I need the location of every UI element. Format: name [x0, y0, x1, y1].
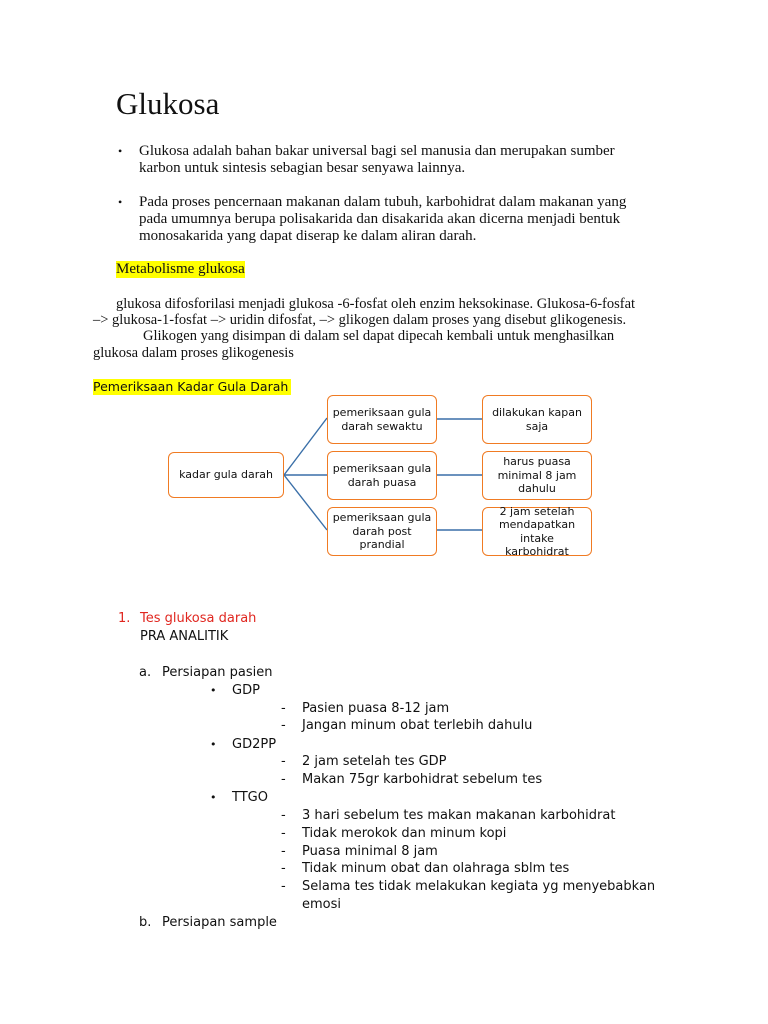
diagram-note-sewaktu: dilakukan kapan saja — [482, 395, 592, 444]
list-item: Tidak minum obat dan olahraga sblm tes — [302, 861, 570, 876]
list-letter-a: a. — [139, 665, 152, 680]
connector-root-to-postprandial — [284, 475, 327, 530]
dash: - — [281, 861, 286, 876]
bullet-dot: • — [210, 738, 217, 751]
list-item: Pasien puasa 8-12 jam — [302, 701, 450, 716]
diagram-test-postprandial: pemeriksaan gula darah post prandial — [327, 507, 437, 556]
diagram-note-puasa: harus puasa minimal 8 jam dahulu — [482, 451, 592, 500]
dash: - — [281, 701, 286, 716]
exam-heading: Pemeriksaan Kadar Gula Darah — [93, 379, 291, 395]
metabolism-heading: Metabolisme glukosa — [116, 261, 245, 277]
dash: - — [281, 879, 286, 894]
list-item: 3 hari sebelum tes makan makanan karbohidrat — [302, 808, 616, 823]
bullet-dot: • — [118, 144, 123, 158]
metabolism-line-4: glukosa dalam proses glikogenesis — [93, 345, 294, 361]
section-subtitle: PRA ANALITIK — [140, 629, 229, 644]
list-item-continuation: emosi — [302, 897, 341, 912]
list-title-b: Persiapan sample — [162, 915, 277, 930]
metabolism-line-3: Glikogen yang disimpan di dalam sel dapat dipecah kembali untuk menghasilkan — [143, 328, 615, 344]
list-item: Selama tes tidak melakukan kegiata yg menyebabkan — [302, 879, 656, 894]
diagram-note-postprandial: 2 jam setelah mendapatkan intake karbohidrat — [482, 507, 592, 556]
intro-bullet-1: Glukosa adalah bahan bakar universal bagi sel manusia dan merupakan sumber karbon untuk sintesis sebagian besar senyawa lainnya. — [139, 143, 615, 176]
dash: - — [281, 772, 286, 787]
metabolism-line-1: glukosa difosforilasi menjadi glukosa -6-fosfat oleh enzim heksokinase. Glukosa-6-fosfat — [116, 296, 636, 312]
dash: - — [281, 808, 286, 823]
dash: - — [281, 718, 286, 733]
diagram-test-sewaktu: pemeriksaan gula darah sewaktu — [327, 395, 437, 444]
bullet-dot: • — [210, 791, 217, 804]
list-item: Puasa minimal 8 jam — [302, 844, 438, 859]
bullet-dot: • — [210, 684, 217, 697]
list-item: Makan 75gr karbohidrat sebelum tes — [302, 772, 543, 787]
group-name-gd2pp: GD2PP — [232, 737, 277, 752]
list-item: Jangan minum obat terlebih dahulu — [302, 718, 533, 733]
group-name-gdp: GDP — [232, 683, 260, 698]
list-item: 2 jam setelah tes GDP — [302, 754, 447, 769]
diagram-root-box: kadar gula darah — [168, 452, 284, 498]
metabolism-line-2: –> glukosa-1-fosfat –> uridin difosfat, –> glikogen dalam proses yang disebut glikogenesis. — [93, 312, 627, 328]
list-title-a: Persiapan pasien — [162, 665, 273, 680]
dash: - — [281, 826, 286, 841]
section-title: Tes glukosa darah — [140, 611, 257, 626]
dash: - — [281, 754, 286, 769]
connector-root-to-sewaktu — [284, 418, 327, 475]
section-number: 1. — [118, 611, 131, 626]
group-name-ttgo: TTGO — [232, 790, 268, 805]
bullet-dot: • — [118, 195, 123, 209]
dash: - — [281, 844, 286, 859]
list-item: Tidak merokok dan minum kopi — [302, 826, 507, 841]
intro-bullet-2: Pada proses pencernaan makanan dalam tubuh, karbohidrat dalam makanan yang pada umumnya berupa polisakarida dan disakarida akan dicerna menjadi bentuk monosakarida yang dapat diserap ke dalam aliran darah. — [139, 194, 627, 244]
page-title: Glukosa — [116, 86, 220, 121]
list-letter-b: b. — [139, 915, 152, 930]
diagram-test-puasa: pemeriksaan gula darah puasa — [327, 451, 437, 500]
